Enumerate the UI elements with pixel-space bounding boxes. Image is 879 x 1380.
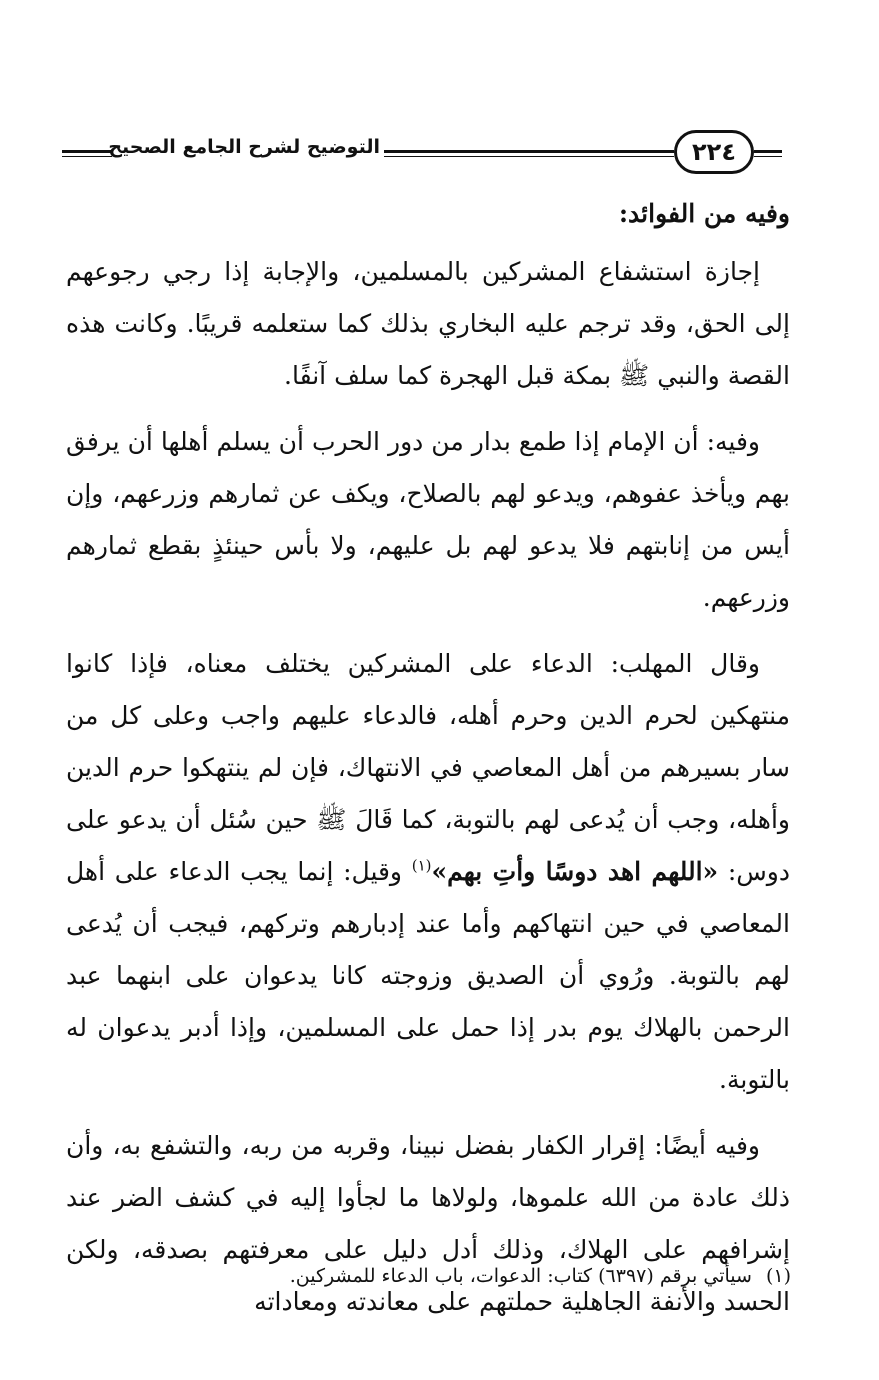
main-text [66, 188, 790, 1342]
page-header [62, 128, 782, 188]
footnote-number: (١) [765, 1265, 791, 1287]
section-heading: وفيه من الفوائد: [618, 199, 790, 228]
paragraph-3-part-b: وقيل: إنما يجب الدعاء على أهل المعاصي في حين انتهاكهم وأما عند إدبارهم وتركهم، فيجب أن يُدعى لهم بالتوبة. ورُوي أن الصديق وزوجته كانا يدعوان على ابنهما عبد الرحمن بالهلاك يوم بدر إذا حمل على المسلمين، وإذا أدبر يدعوان له بالتوبة. [66, 857, 790, 1094]
paragraph-3 [66, 638, 790, 1106]
footnote [290, 1258, 791, 1294]
paragraph-1: إجازة استشفاع المشركين بالمسلمين، والإجابة إذا رجي رجوعهم إلى الحق، وقد ترجم عليه البخاري بذلك كما ستعلمه قريبًا. وكانت هذه القصة والنبي ﷺ بمكة قبل الهجرة كما سلف آنفًا. [66, 257, 790, 390]
header-rule-middle [384, 150, 674, 157]
header-rule-right [754, 150, 782, 157]
footnote-reference: (١) [411, 856, 432, 875]
running-title: التوضيح لشرح الجامع الصحيح [108, 136, 380, 158]
page-number: ٢٢٤ [674, 130, 754, 174]
paragraph-3-part-a: وقال المهلب: الدعاء على المشركين يختلف معناه، فإذا كانوا منتهكين لحرم الدين وحرم أهله، فالدعاء عليهم واجب وعلى كل من سار بسيرهم من أهل المعاصي في الانتهاك، فإن لم ينتهكوا حرم الدين وأهله، وجب أن يُدعى لهم بالتوبة، كما قَالَ ﷺ حين سُئل أن يدعو على دوس: [66, 649, 791, 886]
paragraph-2: وفيه: أن الإمام إذا طمع بدار من دور الحرب أن يسلم أهلها أن يرفق بهم ويأخذ عفوهم، ويدعو لهم بالصلاح، ويكف عن ثمارهم وزرعهم، وإن أيس من إنابتهم فلا يدعو لهم بل عليهم، ولا بأس حينئذٍ بقطع ثمارهم وزرعهم. [66, 427, 790, 612]
footnote-text: سيأتي برقم (٦٣٩٧) كتاب: الدعوات، باب الدعاء للمشركين. [289, 1265, 752, 1287]
paragraph-4: وفيه أيضًا: إقرار الكفار بفضل نبينا، وقربه من ربه، والتشفع به، وأن ذلك عادة من الله علموها، ولولاها ما لجأوا إليه في كشف الضر عند إشرافهم على الهلاك، وذلك أدل دليل على معرفتهم بصدقه، ولكن الحسد والأنفة الجاهلية حملتهم على معاندته ومعاداته [66, 1131, 790, 1316]
header-rule-left [62, 150, 112, 157]
hadith-quote: «اللهم اهد دوسًا وأتِ بهم» [431, 857, 719, 886]
